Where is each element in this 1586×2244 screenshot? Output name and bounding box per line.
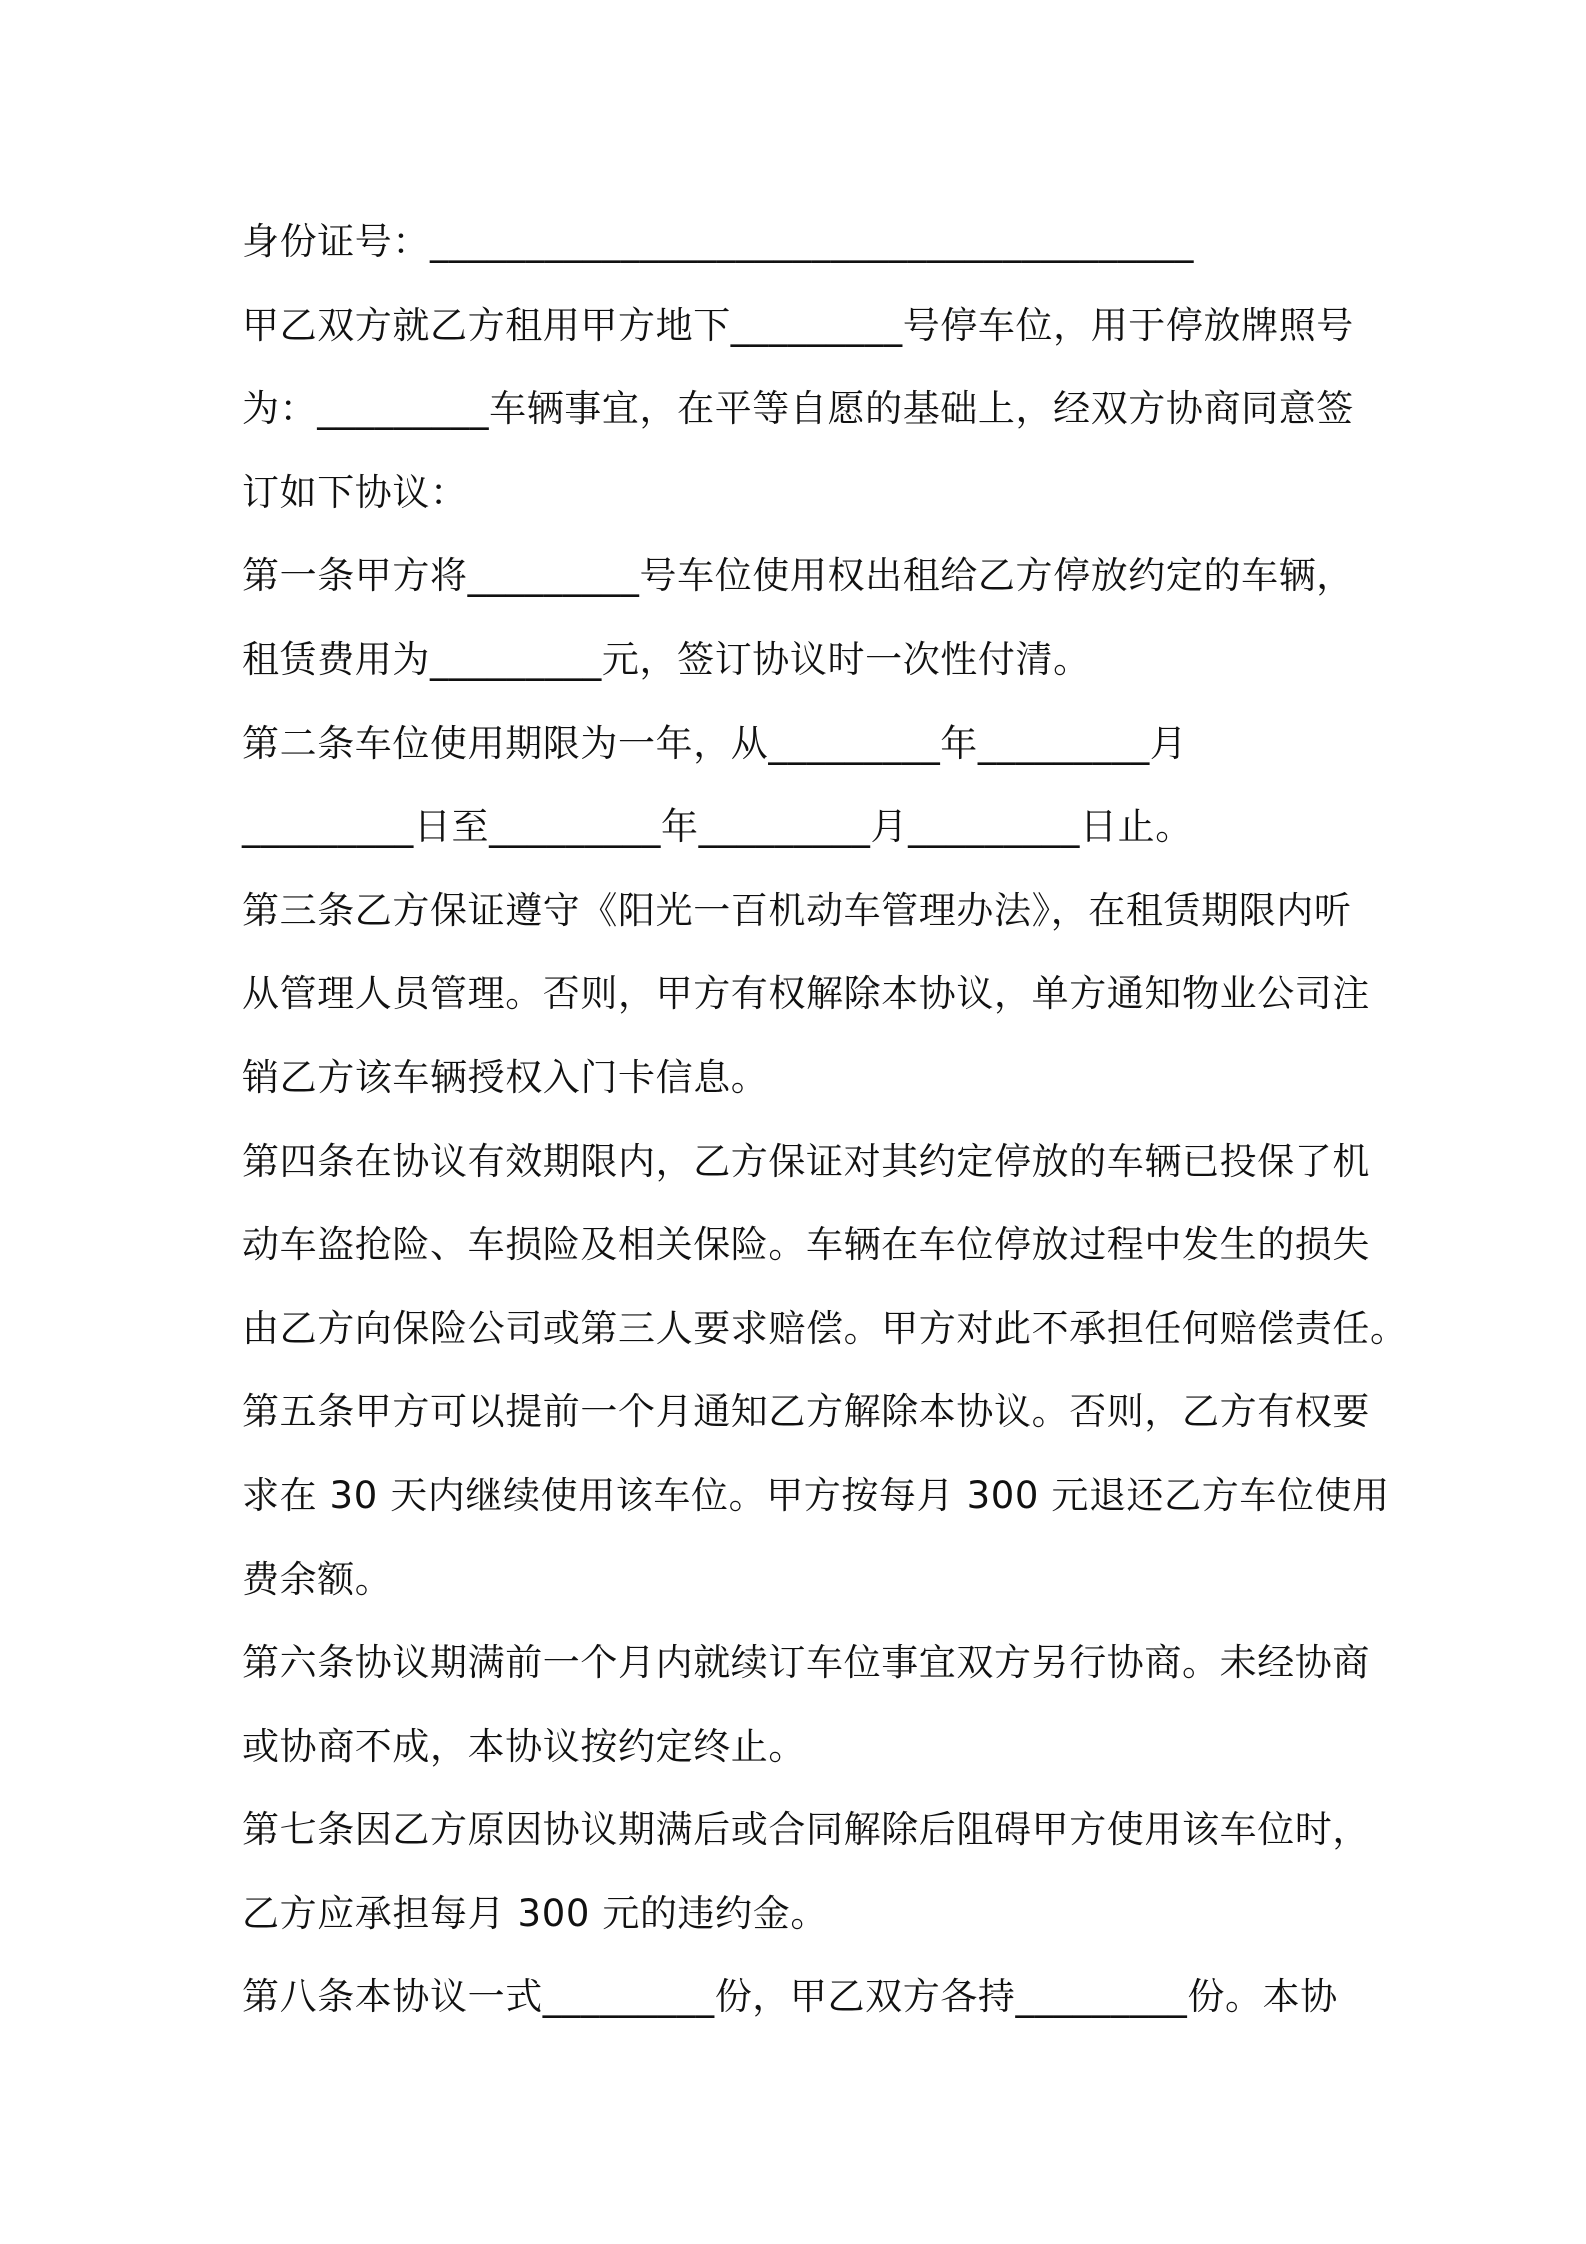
agreement-body [242, 200, 1408, 2039]
article-4-line-2: 动车盗抢险、车损险及相关保险。车辆在车位停放过程中发生的损失 [242, 1223, 1370, 1267]
preamble-line-2: 为：_________车辆事宜，在平等自愿的基础上，经双方协商同意签 [242, 387, 1354, 431]
article-6-line-1: 第六条协议期满前一个月内就续订车位事宜双方另行协商。未经协商 [242, 1641, 1370, 1685]
article-1-line-2: 租赁费用为_________元，签订协议时一次性付清。 [242, 637, 1091, 681]
article-3-line-1: 第三条乙方保证遵守《阳光一百机动车管理办法》，在租赁期限内听 [242, 888, 1352, 932]
article-6-line-2: 或协商不成，本协议按约定终止。 [242, 1724, 806, 1768]
article-7-line-1: 第七条因乙方原因协议期满后或合同解除后阻碍甲方使用该车位时， [242, 1808, 1370, 1852]
article-7-line-2: 乙方应承担每月 300 元的违约金。 [242, 1891, 828, 1935]
article-2-line-2: _________日至_________年_________月_________日止。 [242, 805, 1193, 849]
article-8-line-1: 第八条本协议一式_________份，甲乙双方各持_________份。本协 [242, 1975, 1338, 2019]
article-5-line-2: 求在 30 天内继续使用该车位。甲方按每月 300 元退还乙方车位使用 [242, 1473, 1390, 1517]
article-4-line-1: 第四条在协议有效期限内，乙方保证对其约定停放的车辆已投保了机 [242, 1139, 1370, 1183]
preamble-line-3: 订如下协议： [242, 470, 468, 514]
article-3-line-3: 销乙方该车辆授权入门卡信息。 [242, 1055, 769, 1099]
article-2-line-1: 第二条车位使用期限为一年，从_________年_________月 [242, 721, 1188, 765]
id-number-line: 身份证号：________________________________________ [242, 220, 1194, 263]
article-3-line-2: 从管理人员管理。否则，甲方有权解除本协议，单方通知物业公司注 [242, 972, 1370, 1016]
article-4-line-3: 由乙方向保险公司或第三人要求赔偿。甲方对此不承担任何赔偿责任。 [242, 1306, 1408, 1350]
preamble-line-1: 甲乙双方就乙方租用甲方地下_________号停车位，用于停放牌照号 [242, 303, 1354, 347]
article-5-line-1: 第五条甲方可以提前一个月通知乙方解除本协议。否则，乙方有权要 [242, 1390, 1370, 1434]
article-5-line-3: 费余额。 [242, 1557, 393, 1601]
article-1-line-1: 第一条甲方将_________号车位使用权出租给乙方停放约定的车辆， [242, 554, 1354, 598]
